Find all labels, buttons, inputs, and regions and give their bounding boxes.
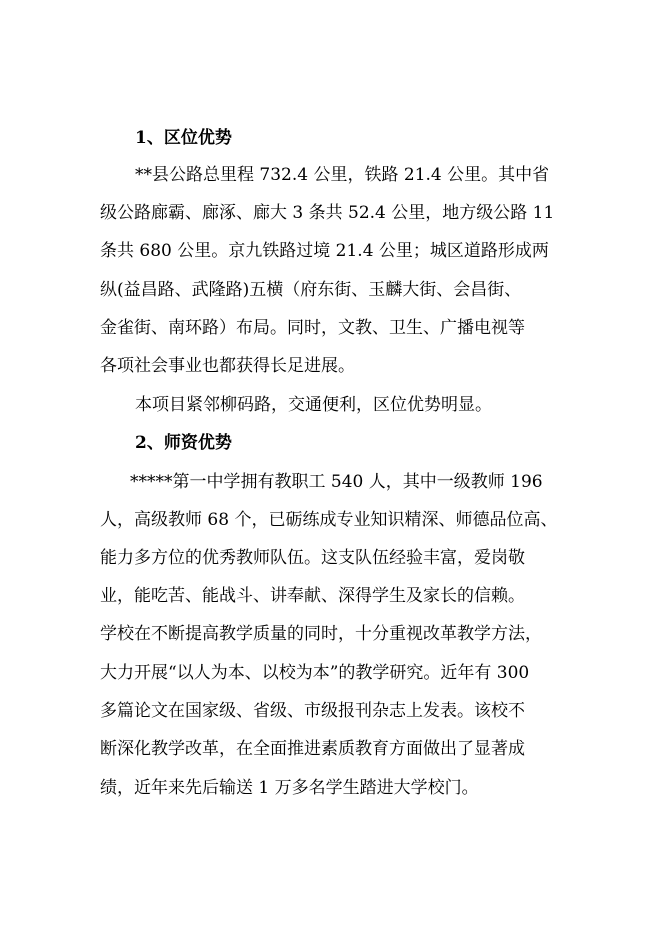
paragraph-line: 断深化教学改革，在全面推进素质教育方面做出了显著成 xyxy=(100,739,525,759)
paragraph-line: 金雀街、南环路）布局。同时，文教、卫生、广播电视等 xyxy=(100,318,525,338)
paragraph-line: 人，高级教师 68 个，已砺练成专业知识精深、师德品位高、 xyxy=(100,510,558,530)
paragraph-line: 绩，近年来先后输送 1 万多名学生踏进大学校门。 xyxy=(100,778,479,798)
paragraph-line: 能力多方位的优秀教师队伍。这支队伍经验丰富，爱岗敬 xyxy=(100,548,525,568)
paragraph-line: 本项目紧邻柳码路，交通便利，区位优势明显。 xyxy=(135,395,492,415)
paragraph-line: 条共 680 公里。京九铁路过境 21.4 公里；城区道路形成两 xyxy=(100,241,549,261)
paragraph-line: 各项社会事业也都获得长足进展。 xyxy=(100,356,355,376)
paragraph-line: *****第一中学拥有教职工 540 人，其中一级教师 196 xyxy=(130,472,543,492)
section-heading: 2、师资优势 xyxy=(135,433,232,453)
paragraph-line: 大力开展“以人为本、以校为本”的教学研究。近年有 300 xyxy=(100,663,530,683)
section-heading: 1、区位优势 xyxy=(135,128,232,148)
paragraph-line: 学校在不断提高教学质量的同时，十分重视改革教学方法， xyxy=(100,624,542,644)
paragraph-line: 业，能吃苦、能战斗、讲奉献、深得学生及家长的信赖。 xyxy=(100,586,525,606)
paragraph-line: 纵(益昌路、武隆路)五横（府东街、玉麟大街、会昌街、 xyxy=(100,280,522,300)
paragraph-line: 多篇论文在国家级、省级、市级报刊杂志上发表。该校不 xyxy=(100,701,525,721)
paragraph-line: 级公路廊霸、廊涿、廊大 3 条共 52.4 公里，地方级公路 11 xyxy=(100,203,555,223)
paragraph-line: **县公路总里程 732.4 公里，铁路 21.4 公里。其中省 xyxy=(135,165,550,185)
